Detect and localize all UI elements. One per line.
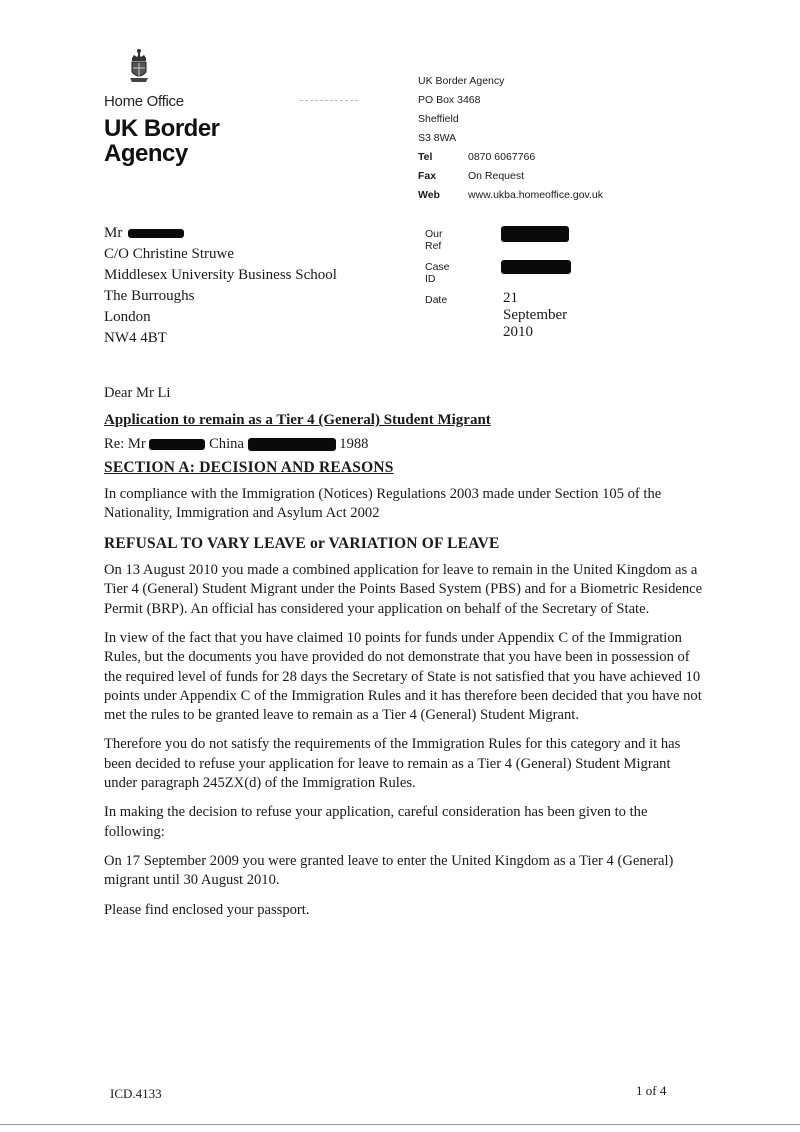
sender-address [418, 72, 603, 205]
body-paragraph: On 13 August 2010 you made a combined application for leave to remain in the United Kingdom as a Tier 4 (General) Student Migrant under the Points Based System (PBS) and for a Biometric Residence Permit (BRP). An official has considered your application on behalf of the Secretary of State. [104, 562, 703, 617]
recipient-line: NW4 4BT [104, 330, 167, 346]
body-paragraph: Therefore you do not satisfy the requirements of the Immigration Rules for this category and it has been decided to refuse your application for leave to remain as a Tier 4 (General) Student Migrant under paragraph 245ZX(d) of the Immigration Rules. [104, 736, 681, 792]
contact-label: Web [418, 189, 440, 201]
redaction-mark [501, 260, 571, 274]
body-paragraph: On 17 September 2009 you were granted leave to enter the United Kingdom as a Tier 4 (General) migrant until 30 August 2010. [104, 852, 674, 889]
letter-subject: Application to remain as a Tier 4 (General) Student Migrant [104, 412, 491, 429]
recipient-line: Middlesex University Business School [104, 267, 337, 283]
page-number: 1 of 4 [636, 1083, 667, 1098]
re-prefix: Re: Mr [104, 435, 146, 452]
body-paragraph: In view of the fact that you have claimed 10 points for funds under Appendix C of the Immigration Rules, but the documents you have provided do not demonstrate that you have been in possession of the required level of funds for 28 days the Secretary of State is not satisfied that you have achieved 10 points under Appendix C of the Immigration Rules and it has therefore been decided that you have not met the rules to be granted leave to remain as a Tier 4 (General) Student Migrant. [104, 629, 702, 724]
royal-crest-icon [128, 48, 150, 84]
re-country: China [209, 435, 244, 452]
re-year: 1988 [339, 435, 369, 452]
department-name: Home Office [104, 93, 184, 110]
sender-line: UK Border Agency [418, 75, 505, 87]
compliance-paragraph: In compliance with the Immigration (Notices) Regulations 2003 made under Section 105 of the Nationality, Immigration and Asylum Act 2002 [104, 486, 662, 522]
contact-fax [418, 167, 603, 186]
recipient-address [104, 223, 337, 349]
contact-web [418, 186, 603, 205]
document-code: ICD.4133 [110, 1086, 162, 1101]
re-line [104, 435, 704, 454]
recipient-line: The Burroughs [104, 288, 195, 304]
section-heading: SECTION A: DECISION AND REASONS [104, 458, 394, 476]
body-paragraph: In making the decision to refuse your application, careful consideration has been given to the following: [104, 804, 648, 840]
body-paragraph: Please find enclosed your passport. [104, 901, 310, 918]
sender-line: PO Box 3468 [418, 94, 481, 106]
logo-divider [300, 100, 358, 101]
recipient-line: London [104, 309, 151, 325]
contact-value: On Request [468, 170, 525, 182]
agency-name-line2: Agency [104, 140, 188, 167]
letter-body [104, 384, 704, 920]
recipient-title: Mr [104, 225, 123, 241]
redaction-mark [501, 226, 569, 242]
recipient-name-line [104, 223, 337, 244]
contact-value: 0870 6067766 [468, 151, 536, 163]
salutation: Dear Mr Li [104, 385, 171, 401]
sender-line: S3 8WA [418, 132, 457, 144]
page-bottom-edge [0, 1124, 800, 1125]
contact-value: www.ukba.homeoffice.gov.uk [468, 189, 604, 201]
sender-line: Sheffield [418, 113, 459, 125]
agency-name-line1: UK Border [104, 115, 220, 142]
redaction-mark [128, 229, 184, 238]
redaction-mark [248, 438, 336, 451]
redaction-mark [149, 439, 205, 450]
refusal-heading: REFUSAL TO VARY LEAVE or VARIATION OF LEAVE [104, 534, 500, 552]
contact-tel [418, 148, 603, 167]
date-value: 21 September 2010 [503, 290, 568, 340]
date-label: Date [425, 294, 448, 306]
contact-label: Tel [418, 151, 433, 163]
recipient-line: C/O Christine Struwe [104, 246, 234, 262]
case-id-label: Case ID [425, 261, 450, 285]
our-ref-label: Our Ref [425, 228, 443, 252]
contact-label: Fax [418, 170, 437, 182]
